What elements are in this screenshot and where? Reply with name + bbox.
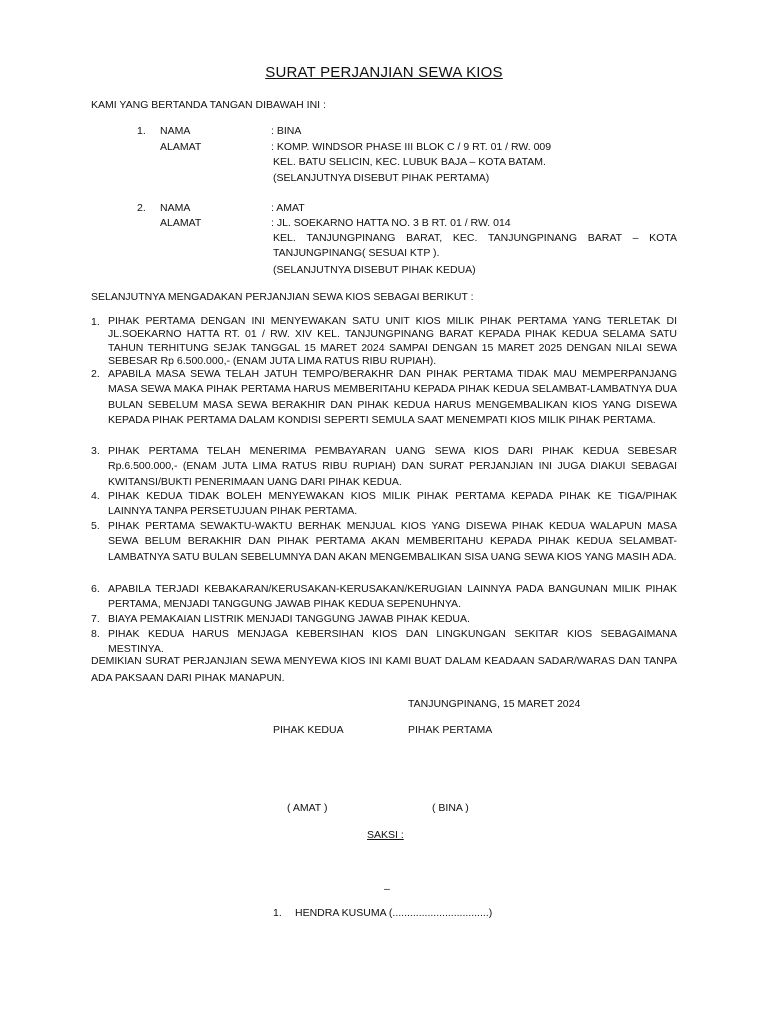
clause-text: PIHAK PERTAMA TELAH MENERIMA PEMBAYARAN UANG SEWA KIOS DARI PIHAK KEDUA SEBESAR Rp.6.500.000,- (ENAM JUTA LIMA RATUS RIBU RUPIAH) DAN SURAT PERJANJIAN INI JUGA DIAKUI SEBAGAI KWITANSI/BUKTI PENERIMAAN UANG DARI PIHAK KEDUA.: [108, 445, 677, 488]
clause-text: APABILA TERJADI KEBAKARAN/KERUSAKAN-KERUSAKAN/KERUGIAN LAINNYA PADA BANGUNAN MILIK PIHAK PERTAMA, MENJADI TANGGUNG JAWAB PIHAK KEDUA SEPENUHNYA.: [108, 583, 677, 611]
party-1-address-label: ALAMAT: [160, 141, 202, 153]
party-1-address-line1: : KOMP. WINDSOR PHASE III BLOK C / 9 RT. 01 / RW. 009: [271, 141, 552, 153]
clause-text: PIHAK KEDUA TIDAK BOLEH MENYEWAKAN KIOS MILIK PIHAK PERTAMA KEPADA PIHAK KE TIGA/PIHAK LAINNYA TANPA PERSETUJUAN PIHAK PERTAMA.: [108, 490, 677, 518]
witness-dash: –: [384, 883, 390, 895]
party-2-name-value: : AMAT: [271, 202, 305, 214]
clause-6: [91, 582, 677, 613]
clause-text: PIHAK PERTAMA SEWAKTU-WAKTU BERHAK MENJUAL KIOS YANG DISEWA PIHAK KEDUA WALAPUN MASA SEWA BELUM BERAKHIR DAN PIHAK PERTAMA AKAN MEMBERITAHU KEPADA PIHAK KEDUA SELAMBAT-LAMBATNYA SATU BULAN SEBELUMNYA DAN AKAN MENGEMBALIKAN SISA UANG SEWA KIOS YANG MASIH ADA.: [108, 520, 677, 563]
clause-text: BIAYA PEMAKAIAN LISTRIK MENJADI TANGGUNG JAWAB PIHAK KEDUA.: [108, 613, 470, 625]
party-1-name-value: : BINA: [271, 125, 302, 137]
signature-left-name: ( AMAT ): [287, 802, 328, 814]
clause-number: 8.: [91, 628, 100, 640]
signature-left-role: PIHAK KEDUA: [273, 724, 344, 736]
party-1-note: (SELANJUTNYA DISEBUT PIHAK PERTAMA): [273, 172, 490, 184]
clause-3: [91, 444, 677, 490]
intro-text: KAMI YANG BERTANDA TANGAN DIBAWAH INI :: [91, 99, 326, 111]
clause-5: [91, 519, 677, 565]
party-2-number: 2.: [137, 202, 146, 214]
clause-text: PIHAK PERTAMA DENGAN INI MENYEWAKAN SATU UNIT KIOS MILIK PIHAK PERTAMA YANG TERLETAK DI JL.SOEKARNO HATTA RT. 01 / RW. XIV KEL. TANJUNGPINANG BARAT KEPADA PIHAK KEDUA SELAMA SATU TAHUN TERHITUNG SEJAK TANGGAL 15 MARET 2024 SAMPAI DENGAN 15 MARET 2025 DENGAN NILAI SEWA SEBESAR Rp 6.500.000,- (ENAM JUTA LIMA RATUS RIBU RUPIAH).: [108, 315, 677, 368]
witness-item-number: 1.: [273, 907, 282, 919]
party-1-number: 1.: [137, 125, 146, 137]
clause-text: PIHAK KEDUA HARUS MENJAGA KEBERSIHAN KIOS DAN LINGKUNGAN SEKITAR KIOS SEBAGAIMANA MESTINYA.: [108, 628, 677, 656]
witness-item-text: HENDRA KUSUMA (.................................): [295, 907, 493, 919]
clause-number: 3.: [91, 445, 100, 457]
party-2-address-line1: : JL. SOEKARNO HATTA NO. 3 B RT. 01 / RW. 014: [271, 217, 511, 229]
clause-number: 7.: [91, 613, 100, 625]
party-1-address-line2: KEL. BATU SELICIN, KEC. LUBUK BAJA – KOTA BATAM.: [273, 156, 546, 168]
document-title: SURAT PERJANJIAN SEWA KIOS: [265, 64, 503, 81]
clause-4: [91, 489, 677, 520]
party-1-name-label: NAMA: [160, 125, 191, 137]
clause-number: 5.: [91, 520, 100, 532]
witness-heading: SAKSI :: [367, 829, 404, 841]
party-2-note: (SELANJUTNYA DISEBUT PIHAK KEDUA): [273, 264, 476, 276]
clause-number: 1.: [91, 316, 100, 328]
clause-number: 2.: [91, 368, 100, 380]
agreement-intro: SELANJUTNYA MENGADAKAN PERJANJIAN SEWA KIOS SEBAGAI BERIKUT :: [91, 291, 474, 303]
party-2-address-label: ALAMAT: [160, 217, 202, 229]
closing-statement: DEMIKIAN SURAT PERJANJIAN SEWA MENYEWA KIOS INI KAMI BUAT DALAM KEADAAN SADAR/WARAS DAN TANPA ADA PAKSAAN DARI PIHAK MANAPUN.: [91, 655, 677, 684]
party-2-name-label: NAMA: [160, 202, 191, 214]
clause-number: 4.: [91, 490, 100, 502]
place-date: TANJUNGPINANG, 15 MARET 2024: [408, 698, 581, 710]
party-2-address-line2: KEL. TANJUNGPINANG BARAT, KEC. TANJUNGPINANG BARAT – KOTA TANJUNGPINANG( SESUAI KTP ).: [273, 232, 677, 260]
clause-7: [91, 612, 677, 627]
clause-number: 6.: [91, 583, 100, 595]
signature-right-name: ( BINA ): [432, 802, 469, 814]
clause-1: [91, 315, 677, 369]
clause-text: APABILA MASA SEWA TELAH JATUH TEMPO/BERAKHR DAN PIHAK PERTAMA TIDAK MAU MEMPERPANJANG MASA SEWA MAKA PIHAK PERTAMA HARUS MEMBERITAHU KEPADA PIHAK KEDUA SELAMBAT-LAMBATNYA DUA BULAN SEBELUM MASA SEWA BERAKHIR DAN PIHAK KEDUA HARUS MENGEMBALIKAN KIOS YANG DISEWA KEPADA PIHAK PERTAMA DALAM KONDISI SEPERTI SEMULA SAAT MENEMPATI KIOS MILIK PIHAK PERTAMA.: [108, 368, 677, 427]
signature-right-role: PIHAK PERTAMA: [408, 724, 493, 736]
clause-2: [91, 367, 677, 429]
